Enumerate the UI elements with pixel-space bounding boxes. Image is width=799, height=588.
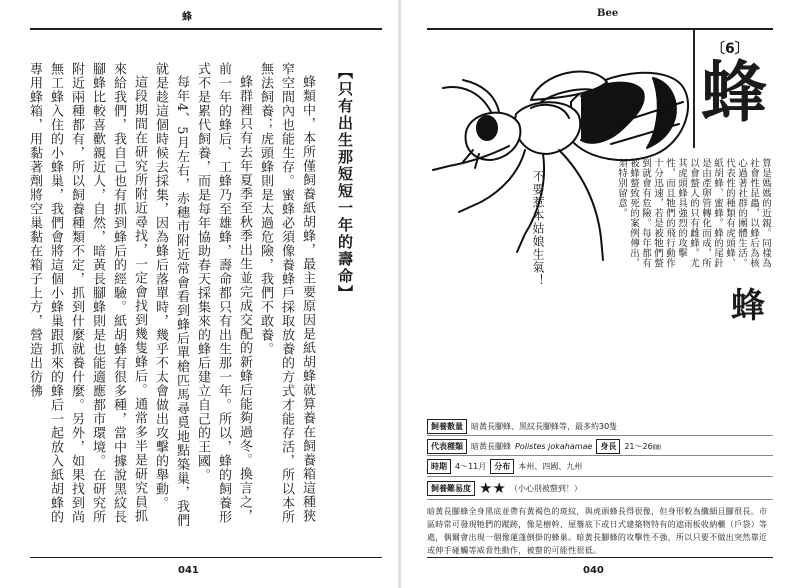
divider xyxy=(427,476,773,477)
scientific-name: Polistes jokahamae xyxy=(515,441,593,451)
footer-rule xyxy=(30,557,382,558)
info-row-species xyxy=(427,438,661,454)
info-label: 時期 xyxy=(427,459,451,474)
divider xyxy=(427,499,773,500)
essay-body xyxy=(27,62,318,532)
title-box xyxy=(693,30,775,148)
divider xyxy=(427,435,773,436)
species-number: 〔6〕 xyxy=(711,41,749,57)
essay-heading: 【只有出生那短短一年的壽命】 xyxy=(336,64,354,302)
info-value: 暗黃長腳蜂、黑紋長腳蜂等，最多約30隻 xyxy=(471,421,618,431)
info-row-difficulty xyxy=(427,480,582,496)
page-number: 040 xyxy=(583,565,604,576)
divider xyxy=(427,455,773,456)
description-box xyxy=(616,150,773,412)
info-label: 飼養難易度 xyxy=(427,481,475,496)
running-head: Bee xyxy=(597,8,619,19)
species-note: 暗黃長腳蜂全身黑底並帶有黃褐色的斑紋，與虎頭蜂長得很像，但身形較為纖細且腳很長。市區時常可發現牠們的蹤跡，像是樹幹、屋簷底下或日式建築物特有的遮雨板收納櫃（戶袋）等處，偶爾會出現一個像蓮蓬倒掛的蜂巢。暗黃長腳蜂的攻擊性不強，所以只要不做出突然靠近或伸手碰觸等威脅性動作，被螫的可能性很低。 xyxy=(427,507,768,555)
info-row-quantity xyxy=(427,418,617,434)
info-value: 21～26㎜ xyxy=(624,441,661,451)
header-rule xyxy=(30,28,382,30)
difficulty-note: （小心別被螫到！） xyxy=(509,483,582,493)
description-text: 算是媽媽的近親。同樣為社會性昆蟲，以蜂后為核心過著社群的團體生活。代表性的種類有虎頭蜂、紙胡蜂、蜜蜂。蜂的尾針是由產卵管轉化而成，所以會螫人的只有雌蜂。尤其虎頭蜂具強烈的攻擊性，而且牠們的飛行動作十分迅速，若是被牠們螫到就會有危險。每年都有被蜂螫致死的案例傳出，須特別留意。 xyxy=(616,158,771,268)
info-label: 飼養數量 xyxy=(427,419,467,434)
difficulty-stars: ★★ xyxy=(479,478,506,497)
info-label: 代表種類 xyxy=(427,439,467,454)
page-title: 蜂 xyxy=(701,54,767,131)
info-label: 身長 xyxy=(596,439,620,454)
essay-paragraph: 這段期間在研究所附近尋找，一定會找到幾隻蜂后。通常多半是研究員抓來給我們，我自己也有抓到蜂后的經驗。紙胡蜂有很多種，當中據說黑紋長腳蜂比較喜歡親近人，自然，暗黃長腳蜂則是也能適應都市環境。在研究所附近兩種都有，所以飼養種類不定，抓到什麼就養什麼。另外，如果找到尚無工蜂入住的小蜂巢，我們會將這個小蜂巢跟抓來的蜂后一起放入紙胡蜂的專用蜂箱，用黏著劑將空巢黏在箱子上方，營造出彷彿 xyxy=(27,62,147,524)
description-title: 蜂 xyxy=(731,286,765,326)
essay-paragraph: 蜂群裡只有去年夏季至秋季出生並完成交配的新蜂后能夠過冬。換言之，前一年的蜂后、工蜂乃至雄蜂，壽命都只有出生那一年。所以，蜂的飼養形式不是累代飼養，而是每年協助春天採集來的蜂后建立自己的王國。 xyxy=(195,62,252,524)
essay-paragraph: 每年4、5月左右，赤穗市附近常會看到蜂后單槍匹馬尋覓地點築巢，我們就是趁這個時候去採集，因為蜂后落單時，幾乎不太會做出攻擊的舉動。 xyxy=(153,62,189,528)
left-page xyxy=(0,0,398,588)
info-value: 暗黃長腳蜂 xyxy=(471,441,511,451)
info-label: 分布 xyxy=(490,459,514,474)
right-page xyxy=(401,0,799,588)
info-value: 4～11月 xyxy=(455,461,487,471)
info-value: 本州、四國、九州 xyxy=(518,461,583,471)
essay-paragraph: 蜂類中，本所僅飼養紙胡蜂，最主要原因是紙胡蜂就算養在飼養箱這種狹窄空間內也能生存。蜜蜂必須像養蜂戶採取放養的方式才能存活，所以本所無法飼養；虎頭蜂則是太過危險，我們不敢養。 xyxy=(258,62,315,524)
footer-rule xyxy=(427,557,773,558)
info-row-period xyxy=(427,458,582,474)
speech-bubble-text: 不要惹本姑娘生氣！ xyxy=(531,170,545,287)
page-number: 041 xyxy=(178,565,199,576)
running-head: 蜂 xyxy=(182,12,192,23)
